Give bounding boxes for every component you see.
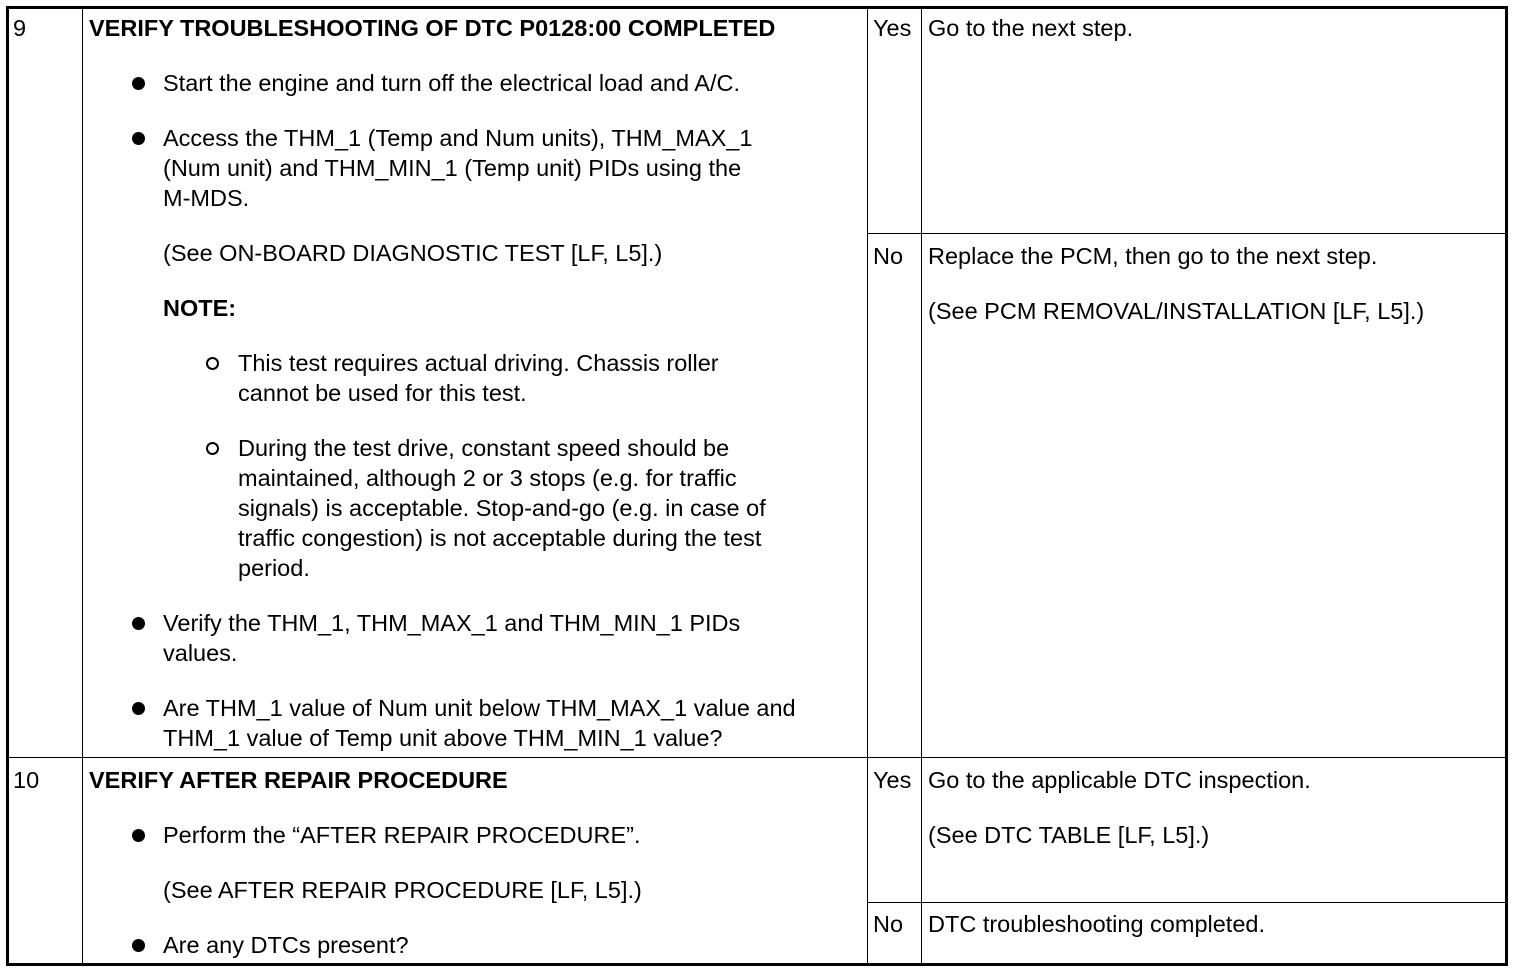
step-title: VERIFY AFTER REPAIR PROCEDURE — [89, 767, 508, 793]
no-result: Replace the PCM, then go to the next step. — [928, 243, 1378, 269]
sub-bullet-icon — [206, 442, 219, 455]
yes-label: Yes — [873, 767, 912, 793]
no-label: No — [873, 243, 904, 269]
sub-bullet-icon — [206, 357, 219, 370]
bullet-icon — [132, 132, 145, 145]
action-item-line: values. — [163, 640, 238, 666]
step-number: 10 — [13, 767, 40, 793]
reference-text: (See AFTER REPAIR PROCEDURE [LF, L5].) — [163, 877, 642, 903]
note-line: This test requires actual driving. Chassis roller — [238, 350, 719, 376]
table-border-right — [1505, 6, 1508, 966]
yes-label: Yes — [873, 15, 912, 41]
bullet-icon — [132, 702, 145, 715]
action-item: Are any DTCs present? — [163, 932, 409, 958]
bullet-icon — [132, 829, 145, 842]
action-item-line: Access the THM_1 (Temp and Num units), THM_MAX_1 — [163, 125, 753, 151]
note-line: signals) is acceptable. Stop-and-go (e.g. in case of — [238, 495, 766, 521]
table-border-left — [6, 6, 9, 966]
yes-result: Go to the next step. — [928, 15, 1134, 41]
action-item-line: (Num unit) and THM_MIN_1 (Temp unit) PIDs using the — [163, 155, 742, 181]
bullet-icon — [132, 77, 145, 90]
bullet-icon — [132, 617, 145, 630]
step-title: VERIFY TROUBLESHOOTING OF DTC P0128:00 COMPLETED — [89, 15, 776, 41]
reference-text: (See PCM REMOVAL/INSTALLATION [LF, L5].) — [928, 298, 1425, 324]
row9-yes-no-divider — [867, 233, 1508, 234]
action-item: Perform the “AFTER REPAIR PROCEDURE”. — [163, 822, 641, 848]
table-border-top — [6, 6, 1508, 9]
no-result: DTC troubleshooting completed. — [928, 911, 1266, 937]
yes-result: Go to the applicable DTC inspection. — [928, 767, 1311, 793]
column-divider-step — [82, 6, 83, 966]
column-divider-action — [867, 6, 868, 966]
table-border-bottom — [6, 963, 1508, 966]
row-divider — [6, 757, 1508, 758]
action-item-line: M-MDS. — [163, 185, 250, 211]
action-item-line: Are THM_1 value of Num unit below THM_MAX_1 value and — [163, 695, 796, 721]
bullet-icon — [132, 939, 145, 952]
note-line: traffic congestion) is not acceptable during the test — [238, 525, 762, 551]
action-item-line: Verify the THM_1, THM_MAX_1 and THM_MIN_1 PIDs — [163, 610, 741, 636]
reference-text: (See DTC TABLE [LF, L5].) — [928, 822, 1210, 848]
note-line: cannot be used for this test. — [238, 380, 527, 406]
reference-text: (See ON-BOARD DIAGNOSTIC TEST [LF, L5].) — [163, 240, 663, 266]
note-line: period. — [238, 555, 310, 581]
note-label: NOTE: — [163, 295, 237, 321]
step-number: 9 — [13, 15, 27, 41]
note-line: maintained, although 2 or 3 stops (e.g. for traffic — [238, 465, 737, 491]
note-line: During the test drive, constant speed should be — [238, 435, 730, 461]
row10-yes-no-divider — [867, 902, 1508, 903]
column-divider-result — [921, 6, 922, 966]
action-item: Start the engine and turn off the electrical load and A/C. — [163, 70, 741, 96]
no-label: No — [873, 911, 904, 937]
action-item-line: THM_1 value of Temp unit above THM_MIN_1 value? — [163, 725, 723, 751]
